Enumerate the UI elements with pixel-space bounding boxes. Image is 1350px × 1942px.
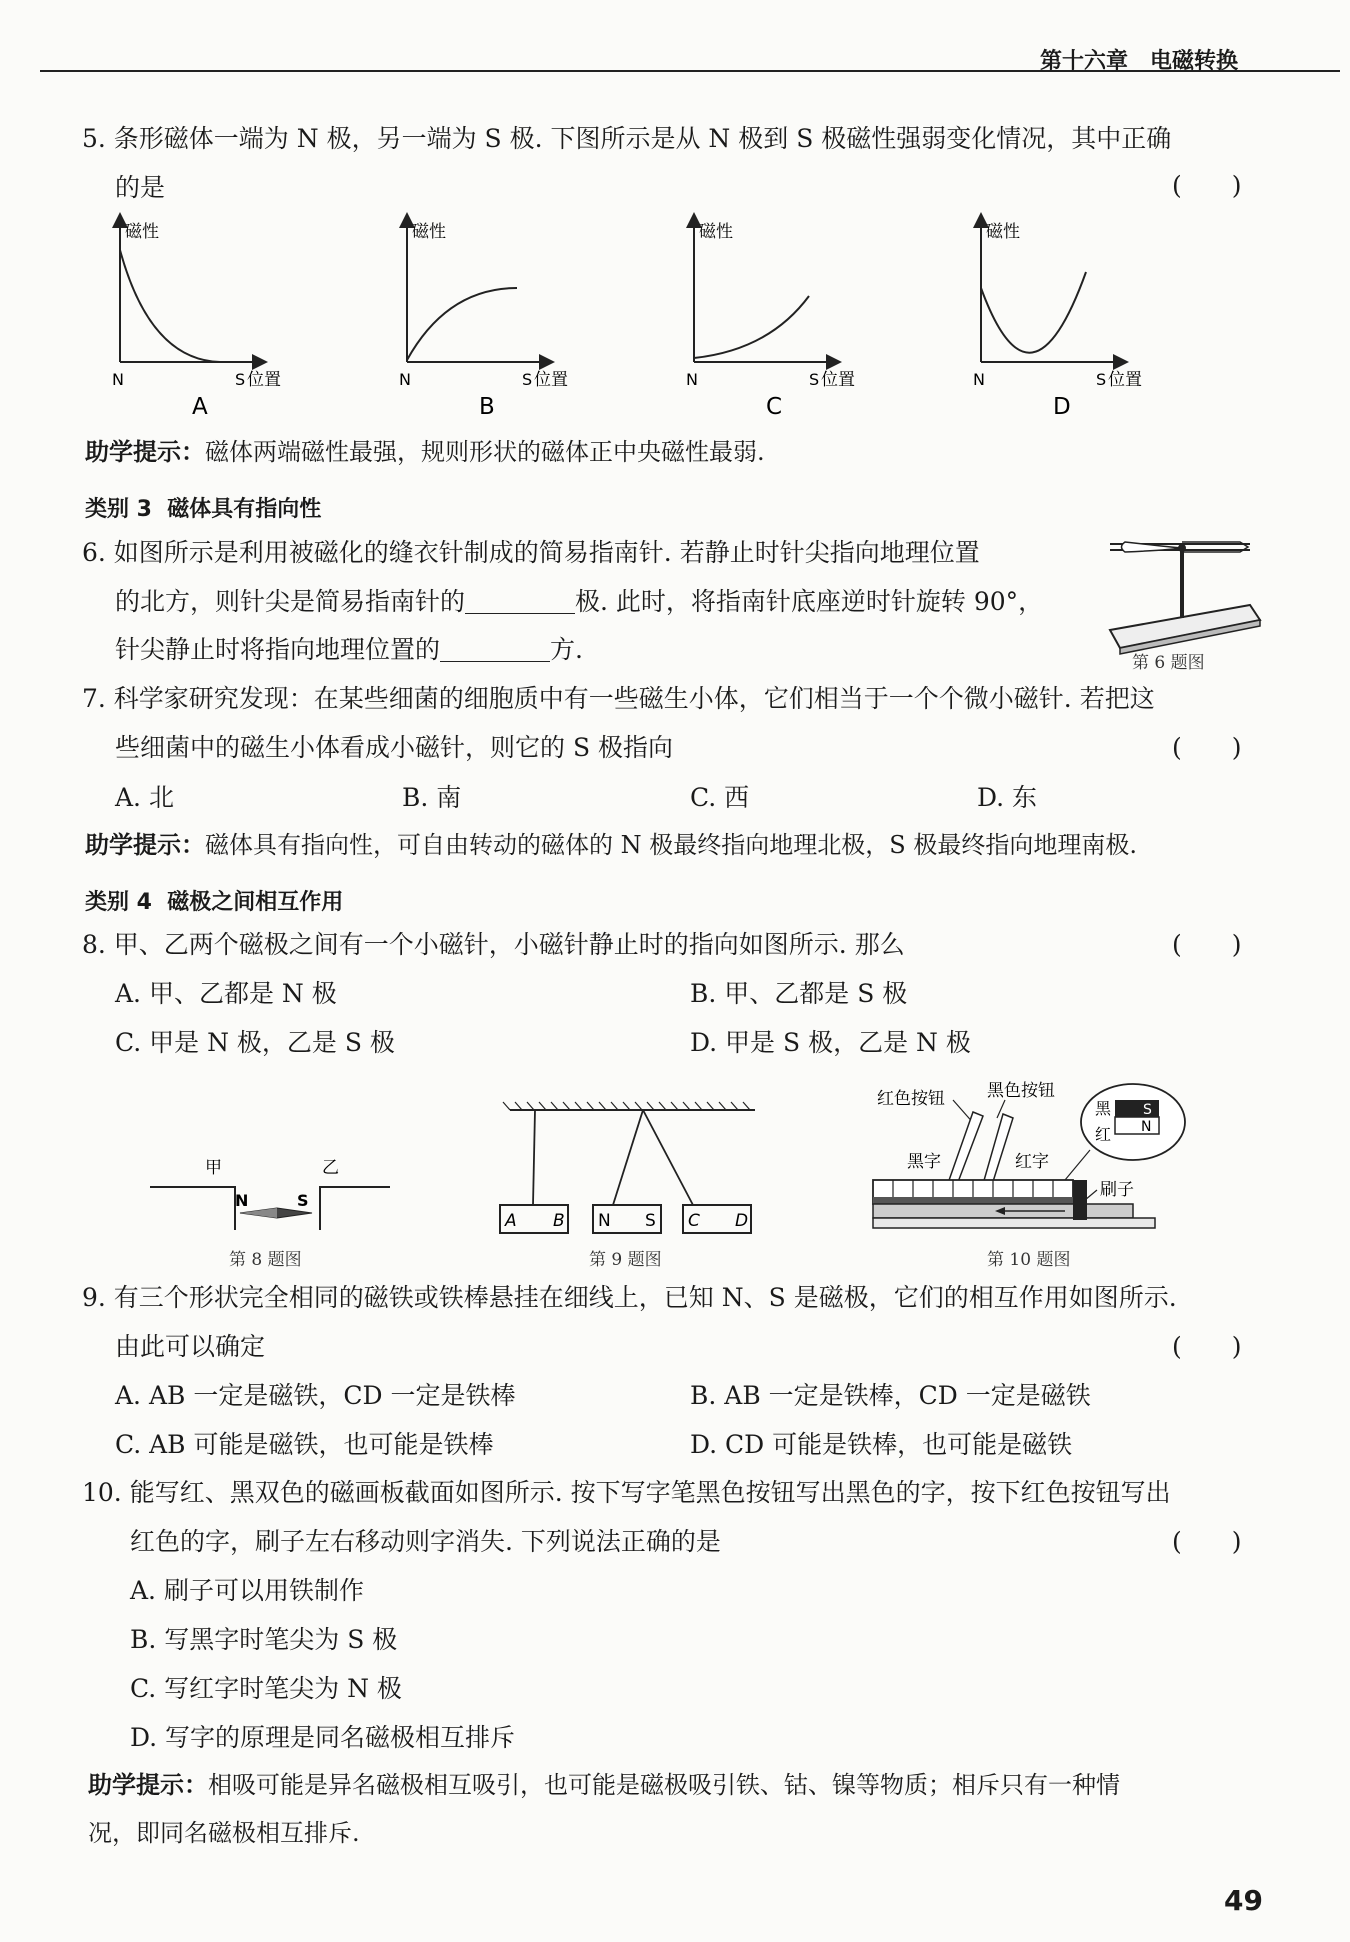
fig10-caption: 第 10 题图 (987, 1250, 1071, 1270)
q10-option-a[interactable]: A. 刷子可以用铁制作 (130, 1576, 364, 1605)
category-label: 类别 4 (85, 890, 152, 915)
q6-line2a: 的北方，则针尖是简易指南针的 (115, 587, 466, 616)
hint-text: 相吸可能是异名磁极相互吸引，也可能是磁极吸引铁、钴、镍等物质；相斥只有一种情 (208, 1771, 1120, 1799)
graph-c-n: N (686, 370, 698, 389)
fig9-label-n: N (598, 1211, 611, 1231)
category-title: 磁极之间相互作用 (167, 890, 344, 915)
hint-label: 助学提示： (88, 1771, 208, 1799)
fig9-label-s: S (645, 1211, 656, 1231)
fig10-hei: 黑 (1095, 1099, 1112, 1118)
graph-b-curve (407, 288, 517, 360)
graph-d-n: N (973, 370, 985, 389)
category-label: 类别 3 (85, 497, 152, 522)
q9-option-b[interactable]: B. AB 一定是铁棒，CD 一定是磁铁 (690, 1381, 1091, 1410)
graph-c-letter: C (766, 394, 783, 420)
category-3-heading (85, 492, 321, 523)
q7-option-b[interactable]: B. 南 (402, 783, 462, 812)
fig10-hong: 红 (1095, 1125, 1112, 1144)
fig9-label-b: B (553, 1211, 565, 1231)
graph-c-ylabel: 磁性 (699, 222, 733, 242)
q5-answer-paren: ( ) (1172, 171, 1242, 200)
fig9-label-c: C (688, 1211, 700, 1231)
graph-d-curve (981, 272, 1086, 353)
graph-b-letter: B (479, 394, 495, 420)
graph-c-curve (694, 296, 809, 358)
q8-stem: 8. 甲、乙两个磁极之间有一个小磁针，小磁针静止时的指向如图所示. 那么 (82, 930, 905, 959)
fig8-jia: 甲 (205, 1158, 222, 1178)
graph-d (973, 220, 1142, 420)
q6-line3a: 针尖静止时将指向地理位置的 (115, 635, 441, 664)
q10-line1: 10. 能写红、黑双色的磁画板截面如图所示. 按下写字笔黑色按钮写出黑色的字，按下红色按钮写出 (82, 1478, 1171, 1507)
q6-line3 (115, 637, 583, 662)
category-4-heading (85, 885, 343, 916)
fig8-pole-yi (320, 1187, 390, 1230)
fig8-magnets (140, 1155, 400, 1230)
q6-line2 (115, 589, 1043, 614)
graph-a-s: S (235, 370, 246, 389)
q8-option-d[interactable]: D. 甲是 S 极，乙是 N 极 (690, 1028, 971, 1057)
hint-text: 磁体两端磁性最强，规则形状的磁体正中央磁性最弱. (205, 438, 765, 466)
fig10-n: N (1141, 1119, 1152, 1135)
q10-line2: 红色的字，刷子左右移动则字消失. 下列说法正确的是 (130, 1527, 721, 1556)
q5-stem-line1: 5. 条形磁体一端为 N 极，另一端为 S 极. 下图所示是从 N 极到 S 极磁性强弱变化情况，其中正确 (82, 124, 1172, 153)
q6-blank-2[interactable] (440, 639, 550, 662)
graph-b (399, 220, 568, 420)
page-number: 49 (1224, 1884, 1263, 1917)
graph-d-xlabel: 位置 (1108, 370, 1142, 390)
graph-a-letter: A (192, 394, 208, 420)
fig10-black-button-label: 黑色按钮 (987, 1081, 1055, 1101)
q8-option-c[interactable]: C. 甲是 N 极，乙是 S 极 (115, 1028, 395, 1057)
q7-hint (85, 833, 1137, 857)
fig10-magnetic-board (865, 1070, 1210, 1245)
graph-b-s: S (522, 370, 533, 389)
q10-option-b[interactable]: B. 写黑字时笔尖为 S 极 (130, 1625, 398, 1654)
q6-blank-1[interactable] (465, 591, 575, 614)
q8-option-a[interactable]: A. 甲、乙都是 N 极 (115, 979, 337, 1008)
graph-b-xlabel: 位置 (534, 370, 568, 390)
graph-a-n: N (112, 370, 124, 389)
q8-option-b[interactable]: B. 甲、乙都是 S 极 (690, 979, 908, 1008)
q9-answer-paren: ( ) (1172, 1332, 1242, 1361)
q7-line2: 些细菌中的磁生小体看成小磁针，则它的 S 极指向 (115, 733, 674, 762)
q7-option-c[interactable]: C. 西 (690, 783, 750, 812)
q7-option-a[interactable]: A. 北 (115, 783, 174, 812)
q9-option-a[interactable]: A. AB 一定是磁铁，CD 一定是铁棒 (115, 1381, 516, 1410)
graph-a-xlabel: 位置 (247, 370, 281, 390)
q7-line1: 7. 科学家研究发现：在某些细菌的细胞质中有一些磁生小体，它们相当于一个个微小磁针. 若把这 (82, 684, 1155, 713)
q10-hint-line2: 况，即同名磁极相互排斥. (88, 1819, 360, 1847)
fig8-n: N (235, 1191, 249, 1210)
q9-line1: 9. 有三个形状完全相同的磁铁或铁棒悬挂在细线上，已知 N、S 是磁极，它们的相互作用如图所示. (82, 1283, 1177, 1312)
fig10-brush (1073, 1180, 1087, 1220)
q8-answer-paren: ( ) (1172, 930, 1242, 959)
header-rule (40, 70, 1340, 72)
q10-option-d[interactable]: D. 写字的原理是同名磁极相互排斥 (130, 1723, 516, 1752)
graph-b-ylabel: 磁性 (412, 222, 446, 242)
graph-c-xlabel: 位置 (821, 370, 855, 390)
fig8-pole-jia (150, 1187, 235, 1230)
q5-graphs (100, 210, 1200, 420)
graph-a-ylabel: 磁性 (125, 222, 159, 242)
q10-hint-line1 (88, 1773, 1120, 1797)
fig9-label-d: D (735, 1211, 749, 1231)
hint-label: 助学提示： (85, 831, 205, 859)
graph-c (686, 220, 855, 420)
fig10-red-button-label: 红色按钮 (877, 1089, 945, 1109)
fig8-s: S (297, 1191, 309, 1210)
fig9-caption: 第 9 题图 (589, 1250, 662, 1270)
chapter-header: 第十六章 电磁转换 (1040, 49, 1239, 74)
graph-d-ylabel: 磁性 (986, 222, 1020, 242)
fig8-yi: 乙 (322, 1158, 339, 1178)
q6-line2b: 极. 此时，将指南针底座逆时针旋转 90°， (575, 587, 1044, 616)
q10-answer-paren: ( ) (1172, 1527, 1242, 1556)
graph-a (112, 220, 281, 420)
q6-line3b: 方. (550, 635, 583, 664)
q10-option-c[interactable]: C. 写红字时笔尖为 N 极 (130, 1674, 402, 1703)
graph-d-letter: D (1053, 394, 1071, 420)
q9-line2: 由此可以确定 (115, 1332, 266, 1361)
fig10-s: S (1143, 1102, 1152, 1118)
fig10-black-char-label: 黑字 (907, 1152, 941, 1172)
q7-answer-paren: ( ) (1172, 733, 1242, 762)
fig9-hanging-bars (495, 1100, 765, 1240)
graph-a-curve (120, 250, 220, 362)
q9-option-c[interactable]: C. AB 可能是磁铁，也可能是铁棒 (115, 1430, 494, 1459)
fig8-caption: 第 8 题图 (229, 1250, 302, 1270)
fig10-pen-red (983, 1114, 1013, 1188)
q5-stem-line2: 的是 (115, 173, 166, 202)
q9-option-d[interactable]: D. CD 可能是铁棒，也可能是磁铁 (690, 1430, 1073, 1459)
hint-label: 助学提示： (85, 438, 205, 466)
graph-b-n: N (399, 370, 411, 389)
graph-d-s: S (1096, 370, 1107, 389)
fig10-pen-black (947, 1112, 983, 1190)
q5-hint (85, 440, 765, 464)
fig10-brush-label: 刷子 (1100, 1180, 1134, 1200)
fig10-red-char-label: 红字 (1015, 1152, 1049, 1172)
category-title: 磁体具有指向性 (167, 497, 322, 522)
fig6-caption: 第 6 题图 (1132, 653, 1205, 673)
fig9-label-a: A (505, 1211, 517, 1231)
q6-line1: 6. 如图所示是利用被磁化的缝衣针制成的简易指南针. 若静止时针尖指向地理位置 (82, 538, 980, 567)
q7-option-d[interactable]: D. 东 (977, 783, 1038, 812)
hint-text: 磁体具有指向性，可自由转动的磁体的 N 极最终指向地理北极，S 极最终指向地理南极. (205, 831, 1137, 859)
graph-c-s: S (809, 370, 820, 389)
